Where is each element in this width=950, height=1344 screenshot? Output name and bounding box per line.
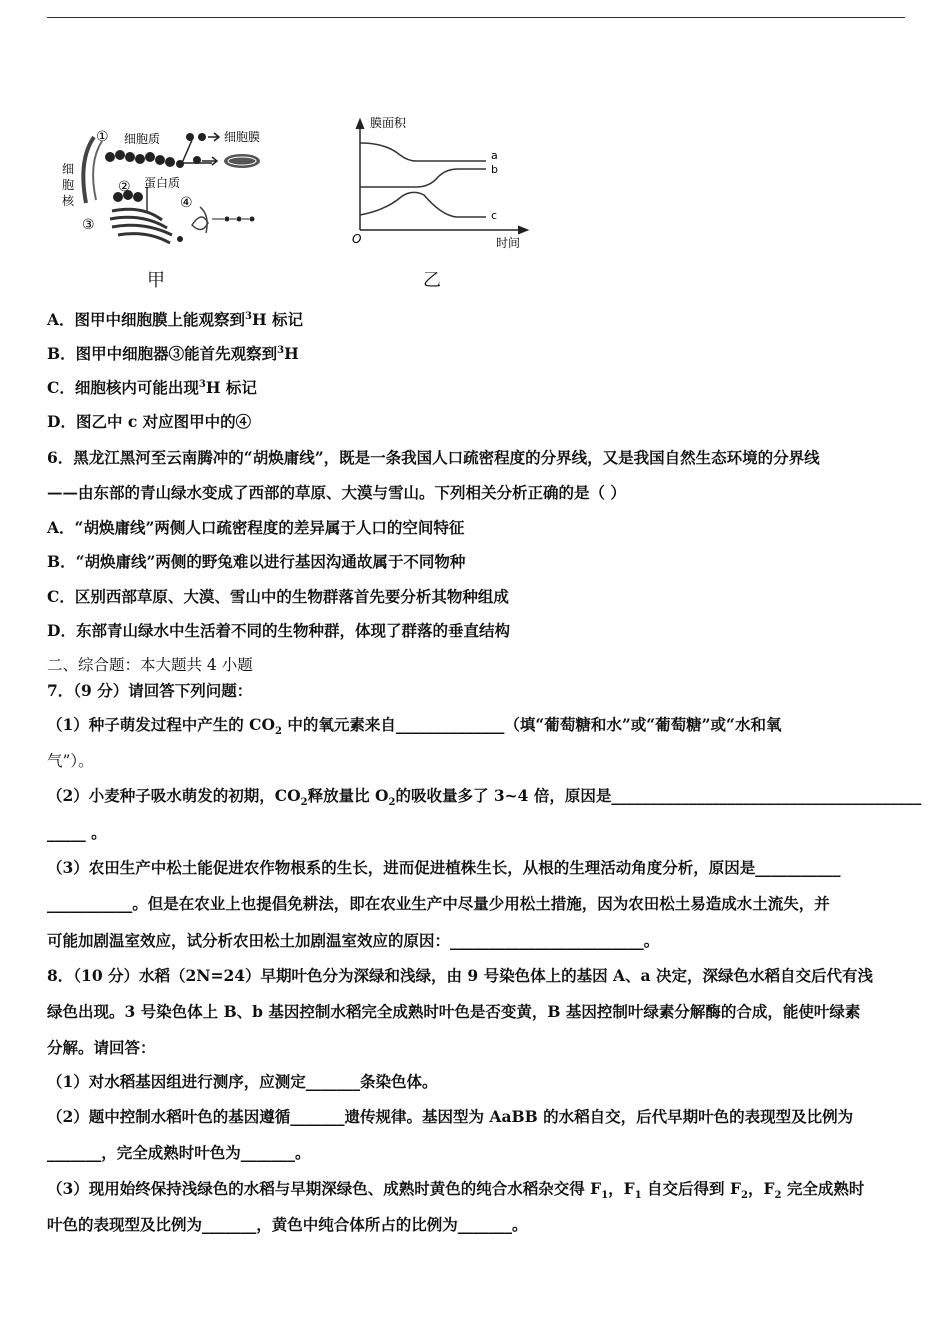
- q8-stem-line3: 分解。请回答：: [47, 1038, 156, 1057]
- q7-title: 7．（9 分）请回答下列问题：: [47, 681, 253, 700]
- q7-part1-cont: 气”）。: [47, 752, 94, 770]
- label-n3: ③: [82, 217, 95, 233]
- q6-option-b: B．“胡焕庸线”两侧的野兔难以进行基因沟通故属于不同物种: [47, 552, 466, 571]
- label-n4: ④: [180, 195, 193, 211]
- q6-option-d: D．东部青山绿水中生活着不同的生物种群，体现了群落的垂直结构: [47, 621, 510, 640]
- q5-option-c: C．细胞核内可能出现$^3$H 标记: [47, 378, 257, 397]
- q7-part3-line3: 可能加剧温室效应，试分析农田松土加剧温室效应的原因：_________________________。: [47, 931, 660, 950]
- yi-curve-c-label: c: [491, 209, 498, 222]
- q7-part2: （2）小麦种子吸水萌发的初期，$CO_2$释放量比 $O_2$的吸收量多了 3~4 倍，原因是________________________________________: [47, 786, 922, 809]
- label-cytoplasm: 细胞质: [124, 132, 161, 146]
- q7-part3-line2: ___________。但是在农业上也提倡免耕法，即在农业生产中尽量少用松土措施，因为农田松土易造成水土流失，并: [47, 894, 830, 913]
- q8-stem-line2: 绿色出现。3 号染色体上 B、b 基因控制水稻完全成熟时叶色是否变黄，B 基因控制叶绿素分解酶的合成，能使叶绿素: [47, 1002, 861, 1021]
- label-nuc2: 胞: [62, 178, 75, 192]
- label-n1: ①: [96, 129, 109, 145]
- q6-stem-line1: 6．黑龙江黑河至云南腾冲的“胡焕庸线”，既是一条我国人口疏密程度的分界线，又是我国自然生态环境的分界线: [47, 448, 820, 467]
- q8-part2-line2: _______，完全成熟时叶色为_______。: [47, 1143, 311, 1162]
- yi-xlabel: 时间: [496, 236, 521, 250]
- q8-part3-line2: 叶色的表现型及比例为_______，黄色中纯合体所占的比例为_______。: [47, 1215, 528, 1234]
- q6-stem-line2: ——由东部的青山绿水变成了西部的草原、大漠与雪山。下列相关分析正确的是（ ）: [47, 483, 626, 502]
- figure-yi-caption: 乙: [423, 270, 441, 291]
- section-2-heading: 二、综合题：本大题共 4 小题: [47, 656, 253, 674]
- label-nuc1: 细: [62, 162, 75, 176]
- q8-part2-line1: （2）题中控制水稻叶色的基因遵循_______遗传规律。基因型为 AaBB 的水稻自交，后代早期叶色的表现型及比例为: [47, 1107, 854, 1126]
- q7-part3-line1: （3）农田生产中松土能促进农作物根系的生长，进而促进植株生长，从根的生理活动角度分析，原因是___________: [47, 858, 841, 877]
- yi-ylabel: 膜面积: [370, 116, 407, 130]
- yi-curve-a-label: a: [491, 149, 498, 162]
- label-protein: 蛋白质: [144, 176, 181, 190]
- figure-jia-diagram: [52, 115, 292, 255]
- figure-yi-chart: [346, 115, 536, 255]
- label-nuc3: 核: [62, 194, 75, 208]
- yi-origin: O: [352, 232, 362, 246]
- label-n2: ②: [118, 179, 131, 195]
- figure-jia-caption: 甲: [147, 270, 165, 291]
- q5-option-a: A．图甲中细胞膜上能观察到$^3$H 标记: [47, 310, 304, 329]
- q5-option-d: D．图乙中 c 对应图甲中的④: [47, 412, 252, 431]
- q8-part1: （1）对水稻基因组进行测序，应测定_______条染色体。: [47, 1072, 438, 1091]
- q8-stem-line1: 8．（10 分）水稻（2N=24）早期叶色分为深绿和浅绿，由 9 号染色体上的基因 A、a 决定，深绿色水稻自交后代有浅: [47, 966, 873, 985]
- q8-part3-line1: （3）现用始终保持浅绿色的水稻与早期深绿色、成熟时黄色的纯合水稻杂交得 $F_1$，$F_1$ 自交后得到 $F_2$，$F_2$ 完全成熟时: [47, 1179, 865, 1202]
- yi-curve-b-label: b: [491, 163, 498, 176]
- header-rule: [47, 17, 905, 18]
- q6-option-a: A．“胡焕庸线”两侧人口疏密程度的差异属于人口的空间特征: [47, 518, 465, 537]
- label-membrane: 细胞膜: [224, 130, 261, 144]
- q7-part1: （1）种子萌发过程中产生的 $CO_2$ 中的氧元素来自______________（填“葡萄糖和水”或“葡萄糖”或“水和氧: [47, 715, 782, 738]
- q6-option-c: C．区别西部草原、大漠、雪山中的生物群落首先要分析其物种组成: [47, 587, 509, 606]
- q7-part2-cont: _____ 。: [47, 823, 107, 842]
- q5-option-b: B．图甲中细胞器③能首先观察到$^3$H: [47, 344, 299, 363]
